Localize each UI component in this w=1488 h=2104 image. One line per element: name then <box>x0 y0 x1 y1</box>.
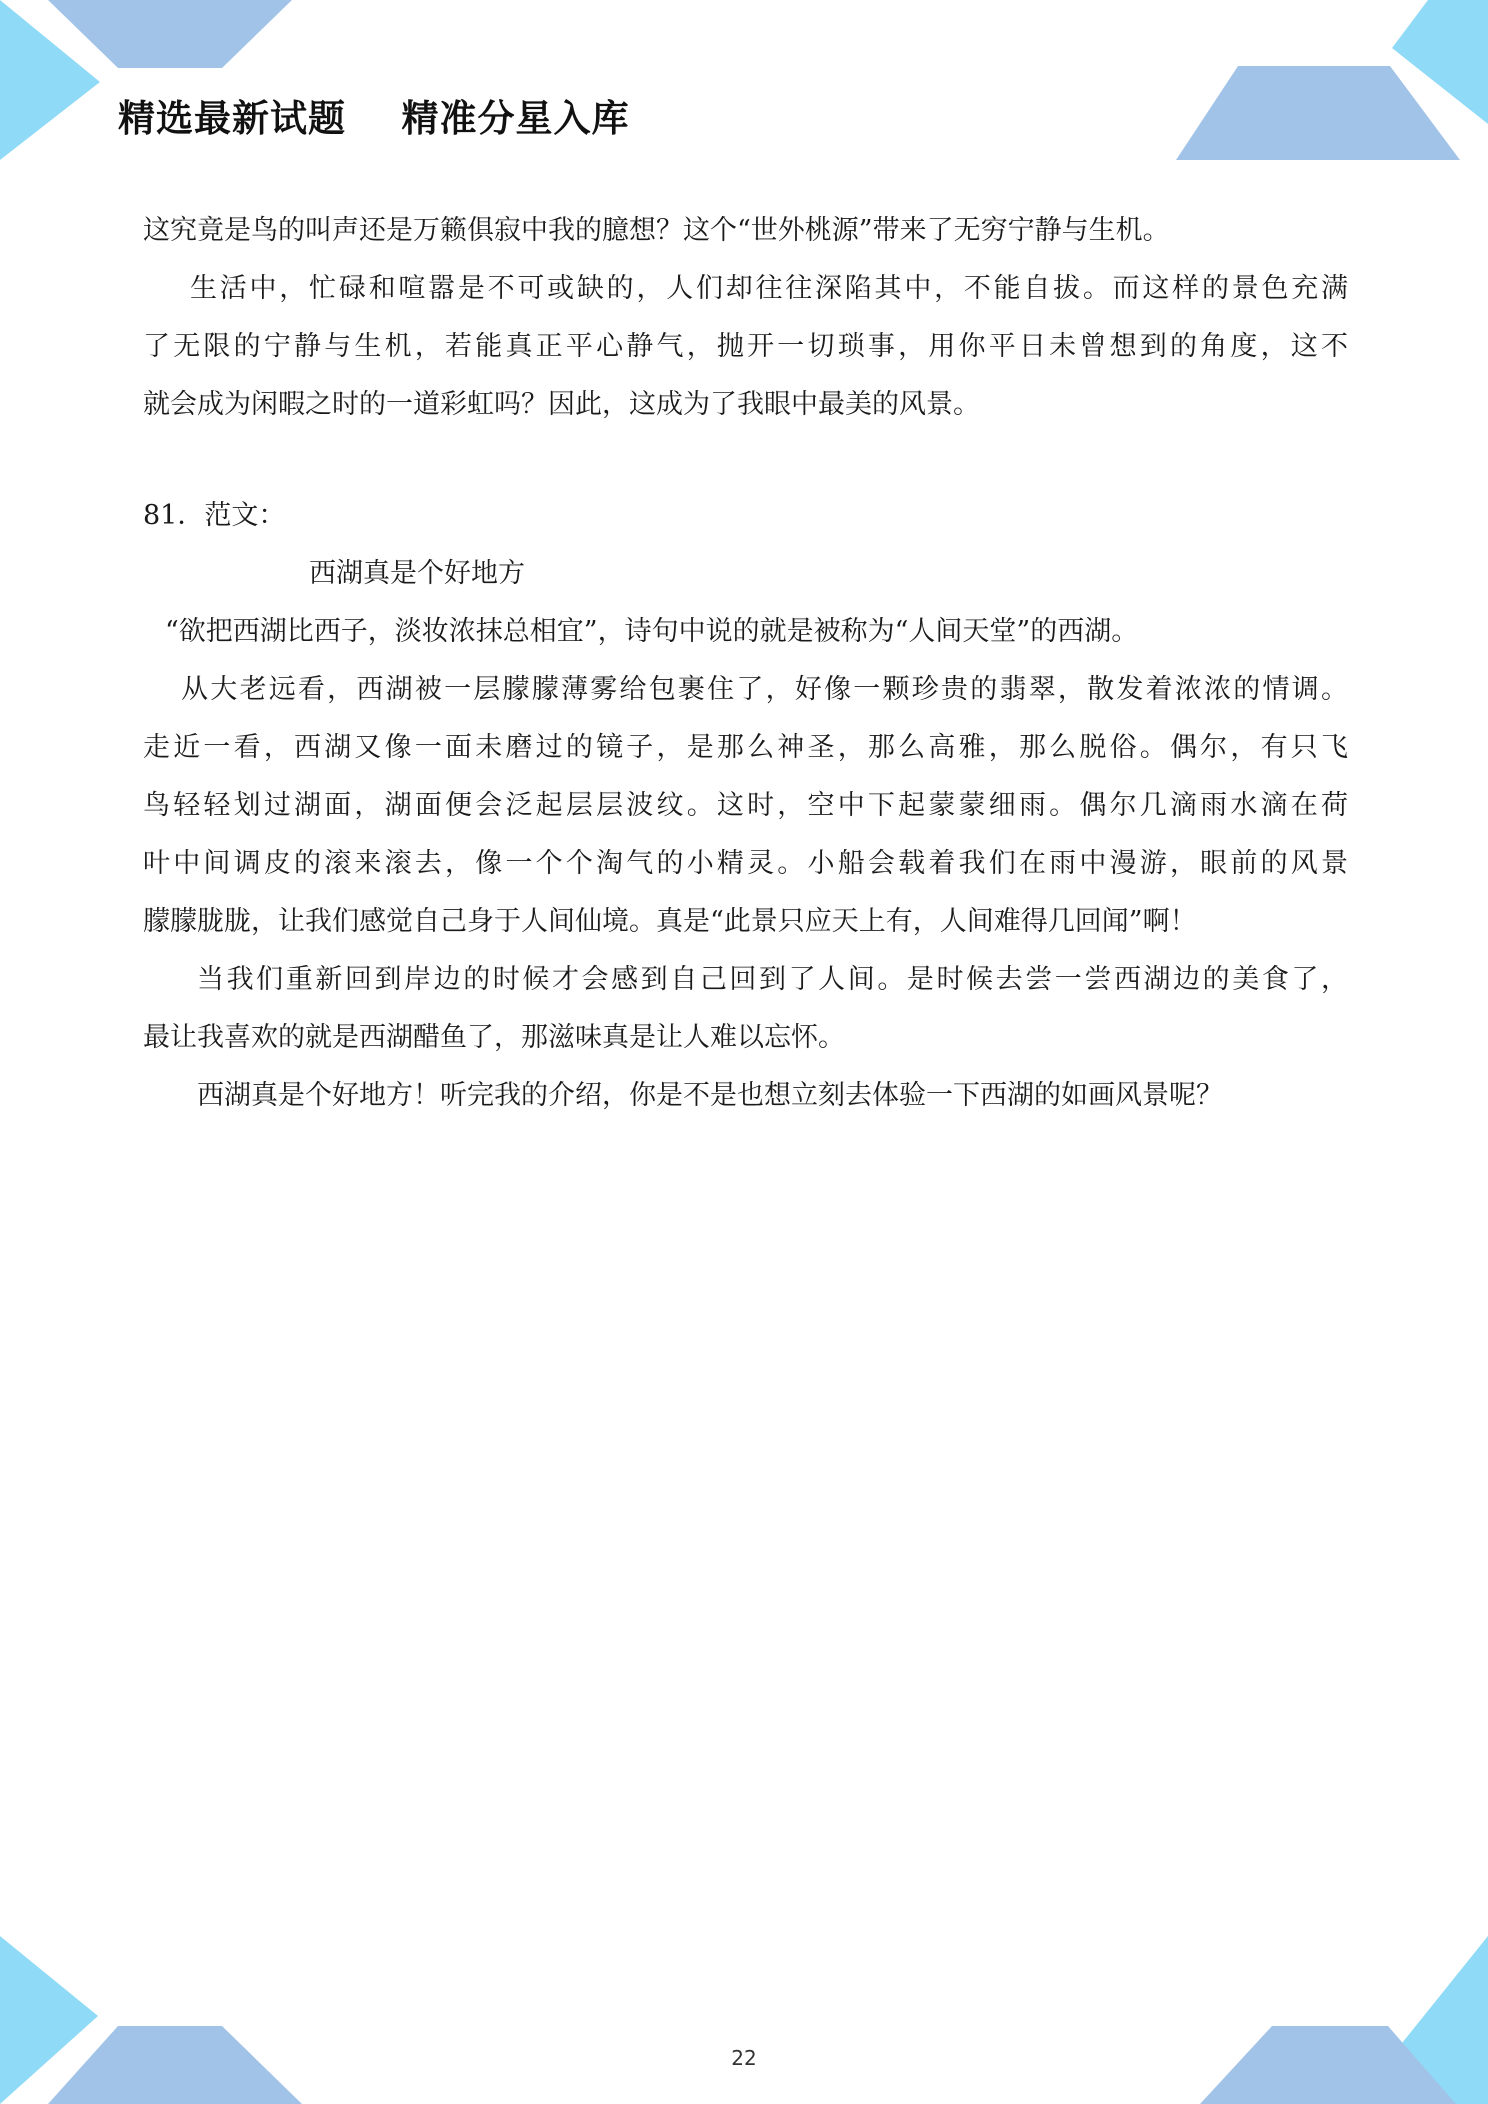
paragraph-line: 最让我喜欢的就是西湖醋鱼了，那滋味真是让人难以忘怀。 <box>143 1022 845 1053</box>
paragraph-line: 叶中间调皮的滚来滚去，像一个个淘气的小精灵。小船会载着我们在雨中漫游，眼前的风景 <box>143 848 1348 879</box>
page-number: 22 <box>731 2046 757 2070</box>
page-header-title: 精选最新试题 精准分星入库 <box>118 97 630 140</box>
paragraph-line: “欲把西湖比西子，淡妆浓抹总相宜”，诗句中说的就是被称为“人间天堂”的西湖。 <box>165 616 1139 647</box>
paragraph-line: 这究竟是鸟的叫声还是万籁俱寂中我的臆想？这个“世外桃源”带来了无穷宁静与生机。 <box>143 215 1170 246</box>
paragraph-line: 了无限的宁静与生机，若能真正平心静气，抛开一切琐事，用你平日未曾想到的角度，这不 <box>143 331 1348 362</box>
decor-trapezoid-top-left <box>48 0 292 68</box>
document-body <box>143 202 1348 1125</box>
section-gap <box>143 434 1348 487</box>
paragraph-line: 生活中，忙碌和喧嚣是不可或缺的，人们却往往深陷其中，不能自拔。而这样的景色充满 <box>190 273 1348 304</box>
paragraph-line: 走近一看，西湖又像一面未磨过的镜子，是那么神圣，那么高雅，那么脱俗。偶尔，有只飞 <box>143 732 1348 763</box>
paragraph-line: 朦朦胧胧，让我们感觉自己身于人间仙境。真是“此景只应天上有，人间难得几回闻”啊！ <box>143 906 1197 937</box>
paragraph-line: 从大老远看，西湖被一层朦朦薄雾给包裹住了，好像一颗珍贵的翡翠，散发着浓浓的情调。 <box>181 674 1348 705</box>
decor-trapezoid-top-right <box>1176 66 1460 160</box>
section-heading: 81．范文： <box>143 500 286 531</box>
essay-title: 西湖真是个好地方 <box>309 558 525 589</box>
paragraph-line: 鸟轻轻划过湖面，湖面便会泛起层层波纹。这时，空中下起蒙蒙细雨。偶尔几滴雨水滴在荷 <box>143 790 1348 821</box>
paragraph-line: 当我们重新回到岸边的时候才会感到自己回到了人间。是时候去尝一尝西湖边的美食了， <box>197 964 1348 995</box>
paragraph-line: 就会成为闲暇之时的一道彩虹吗？因此，这成为了我眼中最美的风景。 <box>143 389 980 420</box>
paragraph-line: 西湖真是个好地方！听完我的介绍，你是不是也想立刻去体验一下西湖的如画风景呢？ <box>197 1080 1223 1111</box>
